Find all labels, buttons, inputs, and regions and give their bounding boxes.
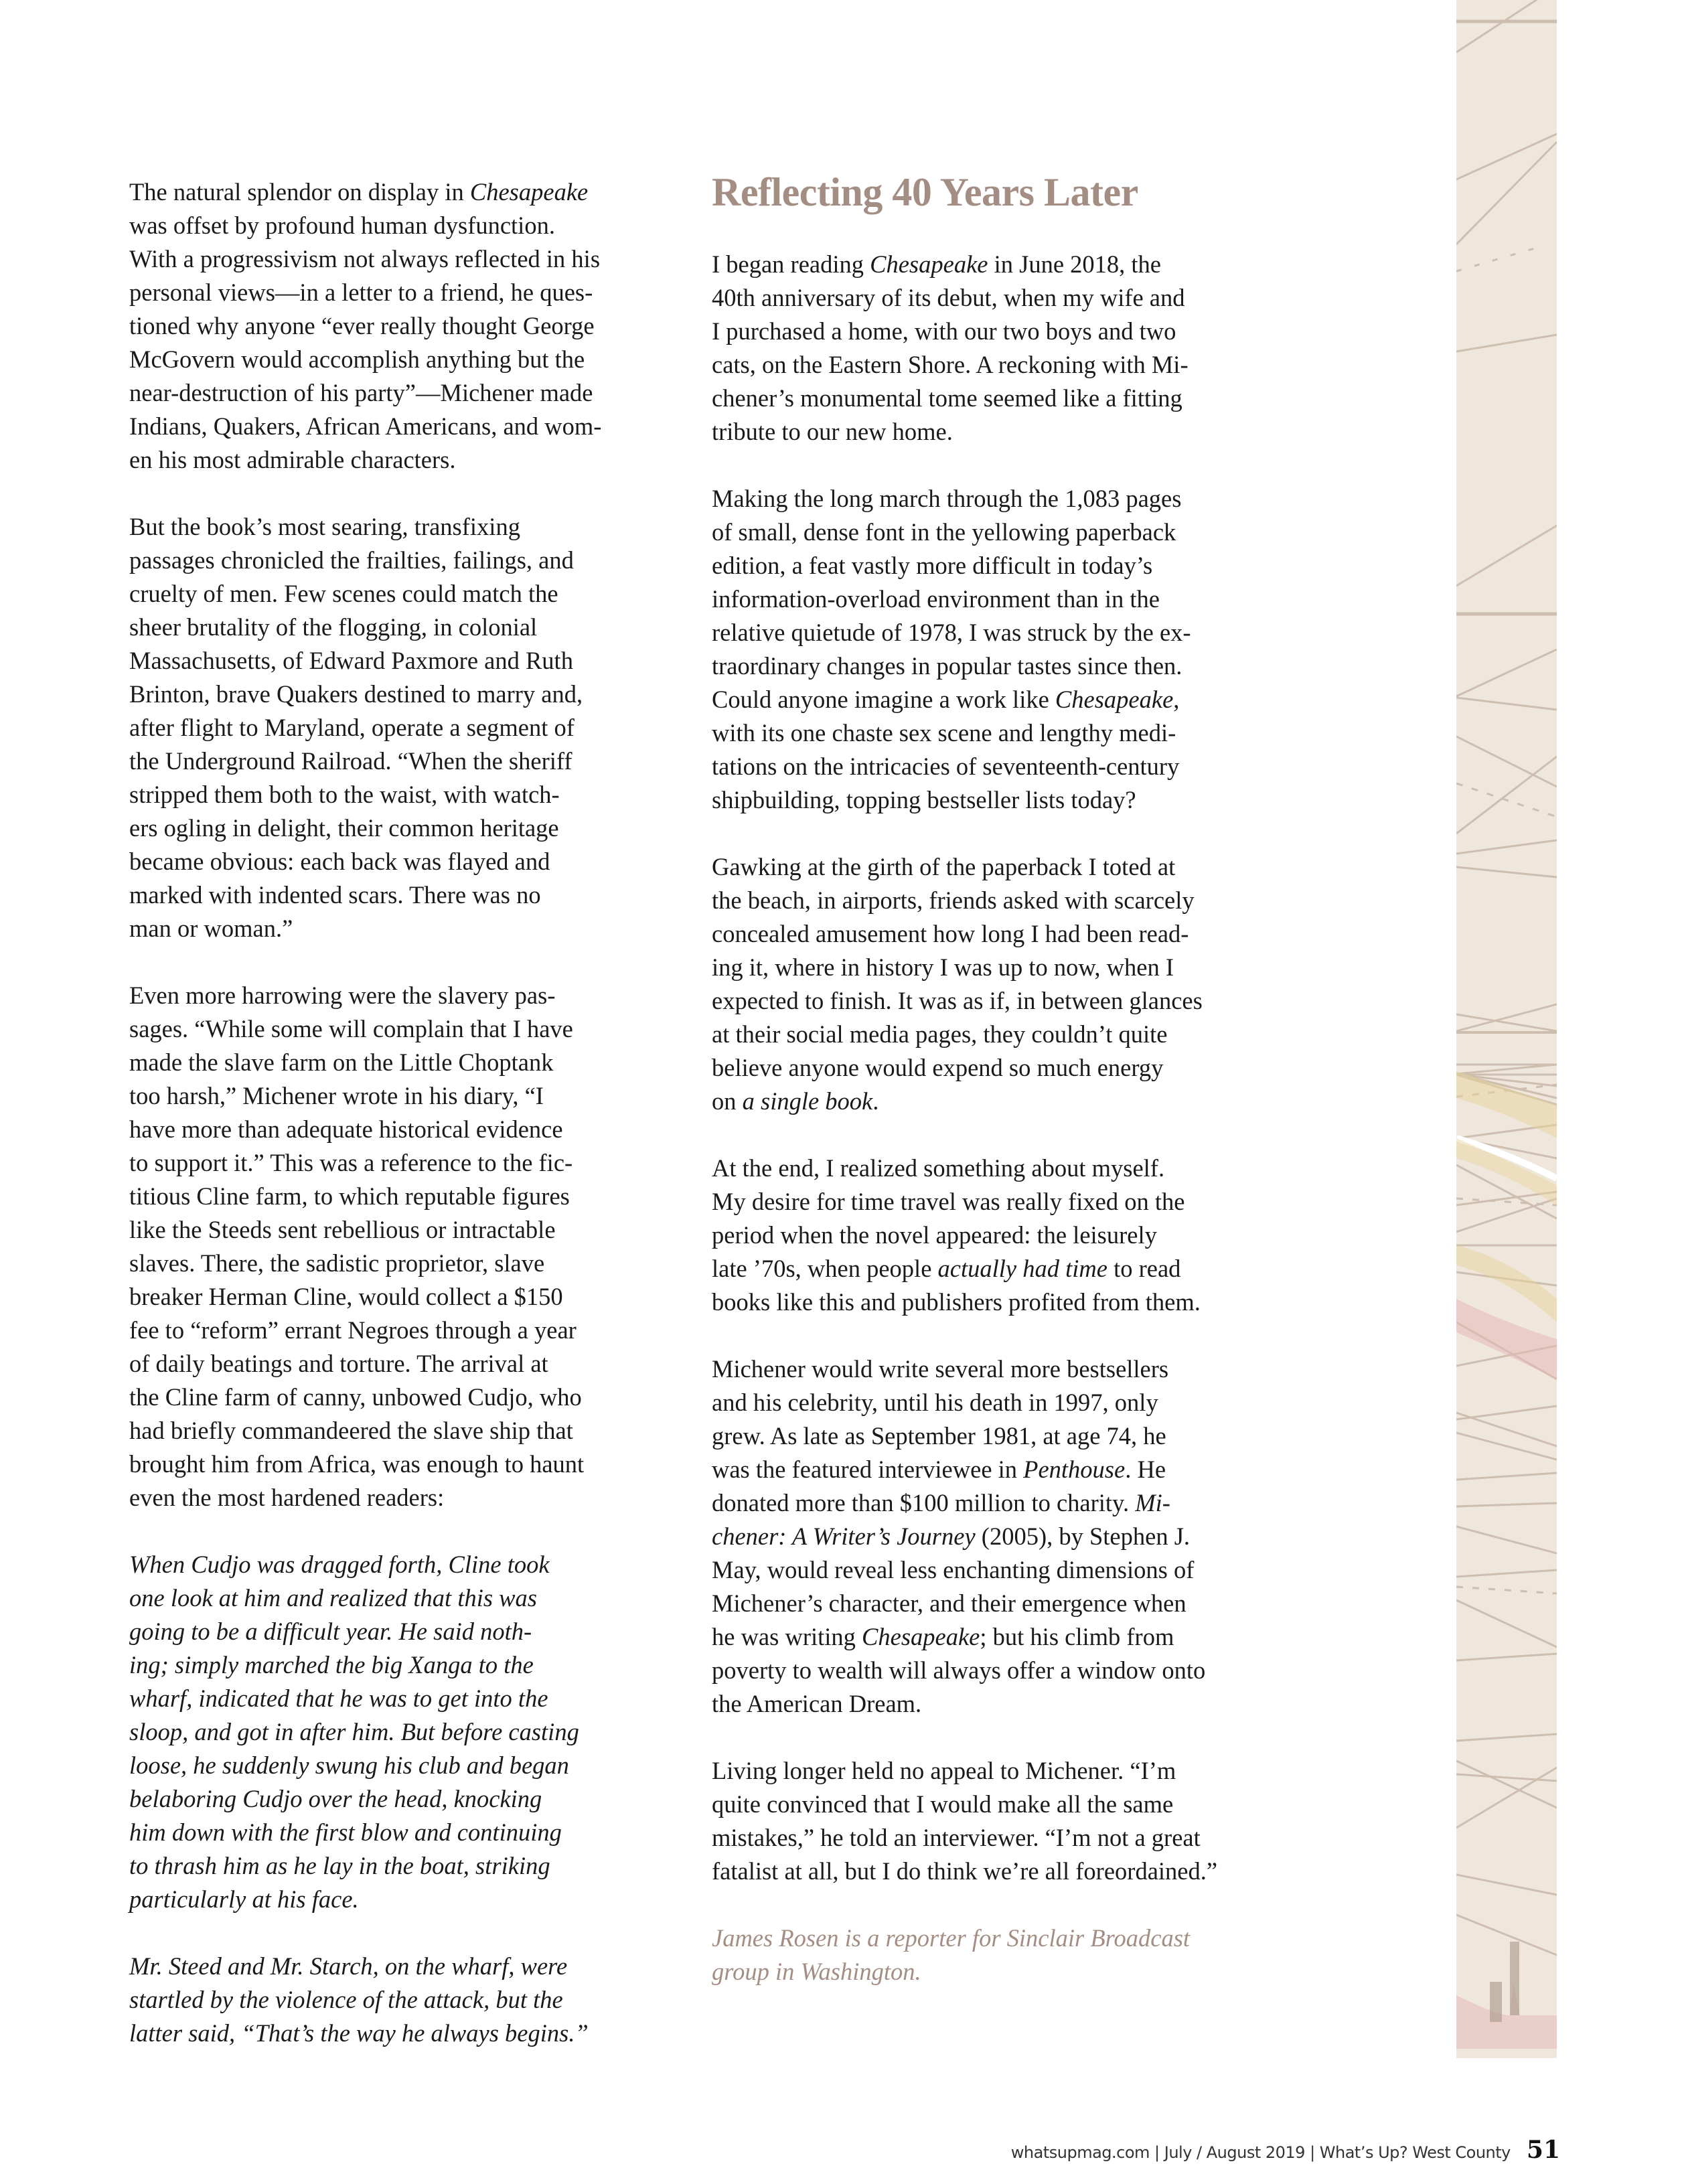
text-run: Massachusetts, of Edward Paxmore and Ruth (129, 647, 573, 674)
text-run: Indians, Quakers, African Americans, and wom- (129, 412, 602, 440)
text-line (129, 309, 658, 343)
text-line (129, 175, 658, 209)
text-run: near-destruction of his party”—Michener made (129, 379, 593, 406)
text-line (129, 1247, 658, 1280)
text-run: (2005), by Stephen J. (975, 1523, 1191, 1550)
text-run: ; but his climb from (980, 1623, 1174, 1650)
text-line (129, 343, 658, 376)
text-run: and his celebrity, until his death in 1997, only (712, 1389, 1158, 1416)
text-line (129, 1347, 658, 1381)
text-run: he was writing (712, 1623, 862, 1650)
italic-title: actually had time (937, 1255, 1107, 1282)
body-paragraph (712, 1754, 1288, 1888)
text-run: Living longer held no appeal to Michener. “I’m (712, 1757, 1176, 1784)
text-line (129, 510, 658, 544)
text-run: Michener would write several more bestsellers (712, 1355, 1169, 1383)
quote-line: him down with the first blow and continuing (129, 1818, 562, 1846)
text-line (712, 1620, 1288, 1654)
text-run: had briefly commandeered the slave ship that (129, 1417, 573, 1444)
text-line (712, 649, 1288, 683)
text-line (712, 549, 1288, 582)
text-line (712, 1486, 1288, 1520)
text-line (712, 716, 1288, 750)
quote-line: latter said, “That’s the way he always begins.” (129, 2019, 589, 2047)
text-run: 40th anniversary of its debut, when my wife and (712, 284, 1185, 311)
text-line (129, 979, 658, 1012)
text-run: cruelty of men. Few scenes could match the (129, 580, 558, 607)
text-line (712, 1185, 1288, 1219)
text-run: even the most hardened readers: (129, 1484, 445, 1511)
text-line (712, 884, 1288, 917)
text-run: the Cline farm of canny, unbowed Cudjo, who (129, 1383, 582, 1411)
block-quote (129, 1950, 658, 2050)
text-run: shipbuilding, topping bestseller lists today? (712, 786, 1136, 813)
quote-line: one look at him and realized that this was (129, 1584, 537, 1612)
text-run: edition, a feat vastly more difficult in today’s (712, 552, 1153, 579)
quote-line: wharf, indicated that he was to get into the (129, 1685, 548, 1712)
text-run: period when the novel appeared: the leisurely (712, 1221, 1157, 1249)
text-line (712, 1654, 1288, 1687)
text-line (712, 1419, 1288, 1453)
italic-title: Chesapeake (469, 178, 589, 206)
text-line (712, 1754, 1288, 1788)
text-line (712, 850, 1288, 884)
text-run: sheer brutality of the flogging, in colonial (129, 613, 538, 641)
body-paragraph (129, 979, 658, 1514)
text-run: tioned why anyone “ever really thought George (129, 312, 595, 339)
text-line (712, 1051, 1288, 1085)
text-run: too harsh,” Michener wrote in his diary, “I (129, 1082, 544, 1109)
text-line (712, 382, 1288, 415)
text-run: of daily beatings and torture. The arrival at (129, 1350, 548, 1377)
body-paragraph (712, 248, 1288, 449)
body-paragraph (712, 1152, 1288, 1319)
right-column-body (712, 248, 1288, 1888)
right-column (712, 169, 1288, 1988)
text-line (129, 644, 658, 678)
text-run: . (872, 1087, 879, 1115)
text-run: poverty to wealth will always offer a window onto (712, 1656, 1206, 1684)
text-line (129, 1414, 658, 1448)
text-run: grew. As late as September 1981, at age 74, he (712, 1422, 1166, 1450)
text-line (129, 1079, 658, 1113)
text-line (712, 1085, 1288, 1118)
quote-line: Mr. Steed and Mr. Starch, on the wharf, were (129, 1952, 568, 1980)
page-footer (998, 2136, 1560, 2169)
text-run: to support it.” This was a reference to the fic- (129, 1149, 573, 1176)
left-column (129, 175, 658, 2050)
text-run: ing it, where in history I was up to now, when I (712, 953, 1174, 981)
text-run: breaker Herman Cline, would collect a $150 (129, 1283, 563, 1310)
italic-title: Penthouse (1023, 1456, 1126, 1483)
text-run: stripped them both to the waist, with watch- (129, 781, 560, 808)
text-line (712, 1687, 1288, 1721)
text-run: expected to finish. It was as if, in between glances (712, 987, 1203, 1014)
text-line (129, 1314, 658, 1347)
body-paragraph (712, 850, 1288, 1118)
text-run: slaves. There, the sadistic proprietor, slave (129, 1249, 545, 1277)
body-paragraph (712, 482, 1288, 817)
text-line (712, 1855, 1288, 1888)
quote-line: to thrash him as he lay in the boat, striking (129, 1852, 550, 1879)
italic-title: Chesapeake (870, 250, 988, 278)
text-line (129, 811, 658, 845)
block-quote (129, 1548, 658, 1916)
text-run: The natural splendor on display in (129, 178, 470, 206)
text-line (129, 1448, 658, 1481)
quote-line: ing; simply marched the big Xanga to the (129, 1651, 534, 1679)
text-run: became obvious: each back was flayed and (129, 848, 550, 875)
text-line (712, 1386, 1288, 1419)
text-line (712, 917, 1288, 951)
text-line (129, 376, 658, 410)
map-lines-graphic (1456, 0, 1557, 2058)
text-line (712, 582, 1288, 616)
text-run: information-overload environment than in the (712, 585, 1160, 613)
text-line (712, 1152, 1288, 1185)
text-line (129, 242, 658, 276)
body-paragraph (129, 175, 658, 477)
body-paragraph (129, 510, 658, 945)
text-run: in June 2018, the (988, 250, 1162, 278)
text-run: With a progressivism not always reflected in his (129, 245, 601, 272)
text-run: marked with indented scars. There was no (129, 881, 541, 909)
text-run: May, would reveal less enchanting dimensions of (712, 1556, 1195, 1583)
text-run: cats, on the Eastern Shore. A reckoning with Mi- (712, 351, 1189, 378)
footer-publication-info: whatsupmag.com | July / August 2019 | What’s Up? West County (1010, 2143, 1511, 2162)
italic-title: a single book (742, 1087, 873, 1115)
quote-line: going to be a difficult year. He said noth- (129, 1618, 532, 1645)
text-run: mistakes,” he told an interviewer. “I’m not a great (712, 1824, 1201, 1851)
text-run: McGovern would accomplish anything but the (129, 345, 585, 373)
text-line (712, 1788, 1288, 1821)
text-run: to read (1107, 1255, 1181, 1282)
italic-title: Chesapeake (1055, 686, 1174, 713)
text-run: personal views—in a letter to a friend, he ques- (129, 279, 593, 306)
text-run: passages chronicled the frailties, failings, and (129, 546, 574, 574)
text-line (129, 845, 658, 878)
text-run: after flight to Maryland, operate a segment of (129, 714, 575, 741)
text-run: tations on the intricacies of seventeenth-century (712, 753, 1180, 780)
text-run: believe anyone would expend so much energy (712, 1054, 1164, 1081)
text-run: ers ogling in delight, their common heritage (129, 814, 559, 842)
text-run: relative quietude of 1978, I was struck by the ex- (712, 619, 1191, 646)
text-run: was the featured interviewee in (712, 1456, 1024, 1483)
text-run: titious Cline farm, to which reputable figures (129, 1182, 570, 1210)
text-run: fatalist at all, but I do think we’re all foreordained.” (712, 1857, 1218, 1885)
text-run: at their social media pages, they couldn’t quite (712, 1020, 1168, 1048)
page-number: 51 (1526, 2136, 1560, 2164)
text-run: , (1173, 686, 1180, 713)
text-run: Brinton, brave Quakers destined to marry and, (129, 680, 583, 708)
author-bio-line: group in Washington. (712, 1958, 921, 1985)
text-line (129, 778, 658, 811)
text-run: quite convinced that I would make all the same (712, 1790, 1174, 1818)
text-run: made the slave farm on the Little Choptank (129, 1048, 554, 1076)
text-line (129, 878, 658, 912)
text-line (712, 1553, 1288, 1587)
text-line (712, 315, 1288, 348)
text-run: fee to “reform” errant Negroes through a year (129, 1316, 577, 1344)
author-bio (712, 1922, 1288, 1988)
text-line (712, 750, 1288, 783)
text-line (129, 276, 658, 309)
text-line (712, 783, 1288, 817)
text-line (712, 1821, 1288, 1855)
quote-line: When Cudjo was dragged forth, Cline took (129, 1551, 550, 1578)
quote-line: startled by the violence of the attack, but the (129, 1986, 563, 2013)
text-line (129, 1213, 658, 1247)
text-line (129, 912, 658, 945)
text-line (712, 415, 1288, 449)
text-line (129, 1113, 658, 1146)
text-line (129, 1280, 658, 1314)
text-line (129, 1012, 658, 1046)
text-run: brought him from Africa, was enough to haunt (129, 1450, 585, 1478)
text-run: with its one chaste sex scene and lengthy medi- (712, 719, 1176, 747)
quote-line: particularly at his face. (129, 1885, 359, 1913)
text-line (712, 281, 1288, 315)
antique-map-strip (1456, 0, 1557, 2058)
text-line (712, 1520, 1288, 1553)
text-line (712, 1352, 1288, 1386)
text-run: Even more harrowing were the slavery pas- (129, 982, 556, 1009)
text-run: the beach, in airports, friends asked with scarcely (712, 886, 1195, 914)
text-line (712, 482, 1288, 516)
text-line (129, 209, 658, 242)
author-bio-line: James Rosen is a reporter for Sinclair Broadcast (712, 1924, 1191, 1952)
text-run: like the Steeds sent rebellious or intractable (129, 1216, 556, 1243)
text-run: traordinary changes in popular tastes since then. (712, 652, 1182, 680)
text-line (129, 410, 658, 443)
text-run: en his most admirable characters. (129, 446, 456, 473)
text-run: late ’70s, when people (712, 1255, 938, 1282)
text-run: Could anyone imagine a work like (712, 686, 1055, 713)
text-run: books like this and publishers profited from them. (712, 1288, 1201, 1316)
text-line (712, 1587, 1288, 1620)
text-line (712, 1018, 1288, 1051)
text-line (712, 516, 1288, 549)
text-run: Michener’s character, and their emergence when (712, 1589, 1187, 1617)
italic-title: chener: A Writer’s Journey (712, 1523, 976, 1550)
text-line (129, 711, 658, 745)
text-run: man or woman.” (129, 915, 293, 942)
text-run: tribute to our new home. (712, 418, 953, 445)
text-run: . He (1125, 1456, 1166, 1483)
text-run: donated more than $100 million to charity. (712, 1489, 1136, 1516)
text-run: the American Dream. (712, 1690, 922, 1717)
text-line (129, 678, 658, 711)
text-run: sages. “While some will complain that I have (129, 1015, 573, 1042)
text-run: I purchased a home, with our two boys and two (712, 317, 1176, 345)
text-line (129, 443, 658, 477)
section-heading: Reflecting 40 Years Later (712, 170, 1138, 214)
quote-line: loose, he suddenly swung his club and began (129, 1751, 569, 1779)
text-run: chener’s monumental tome seemed like a fitting (712, 384, 1182, 412)
text-line (129, 1046, 658, 1079)
text-run: the Underground Railroad. “When the sheriff (129, 747, 572, 775)
text-run: At the end, I realized something about myself. (712, 1154, 1165, 1182)
italic-title: Mi- (1135, 1489, 1170, 1516)
text-run: Making the long march through the 1,083 pages (712, 485, 1182, 512)
text-run: Gawking at the girth of the paperback I toted at (712, 853, 1176, 880)
text-run: was offset by profound human dysfunction. (129, 212, 555, 239)
text-line (129, 1381, 658, 1414)
text-line (712, 248, 1288, 281)
text-line (129, 1146, 658, 1180)
text-line (712, 616, 1288, 649)
text-run: on (712, 1087, 743, 1115)
text-run: But the book’s most searing, transfixing (129, 513, 520, 540)
text-line (129, 1481, 658, 1514)
italic-title: Chesapeake (862, 1623, 980, 1650)
text-line (712, 1285, 1288, 1319)
text-line (712, 683, 1288, 716)
body-paragraph (712, 1352, 1288, 1721)
text-line (712, 1219, 1288, 1252)
text-line (129, 1180, 658, 1213)
text-line (129, 577, 658, 611)
text-run: concealed amusement how long I had been read- (712, 920, 1189, 947)
text-line (129, 745, 658, 778)
text-line (712, 1453, 1288, 1486)
quote-line: belaboring Cudjo over the head, knocking (129, 1785, 542, 1812)
quote-line: sloop, and got in after him. But before casting (129, 1718, 579, 1745)
text-run: I began reading (712, 250, 870, 278)
text-run: My desire for time travel was really fixed on the (712, 1188, 1185, 1215)
text-run: have more than adequate historical evidence (129, 1115, 563, 1143)
text-line (712, 348, 1288, 382)
text-run: of small, dense font in the yellowing paperback (712, 518, 1176, 546)
text-line (712, 951, 1288, 984)
text-line (129, 611, 658, 644)
text-line (712, 1252, 1288, 1285)
text-line (129, 544, 658, 577)
text-line (712, 984, 1288, 1018)
